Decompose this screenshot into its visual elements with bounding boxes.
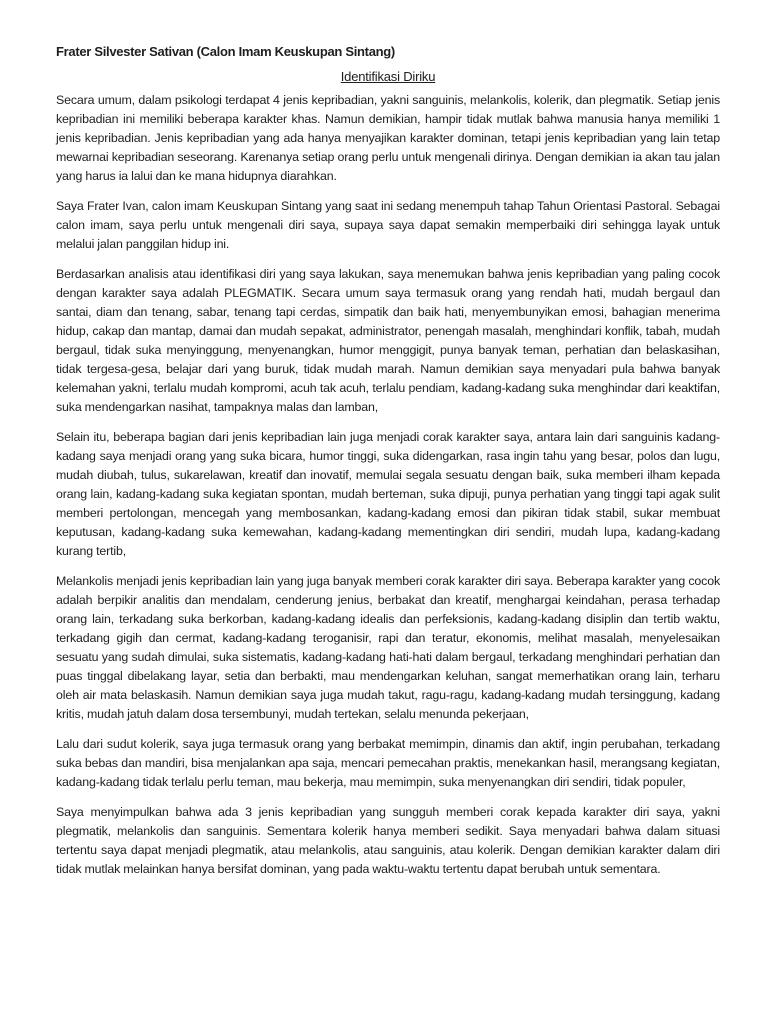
paragraph-melancholic: Melankolis menjadi jenis kepribadian lain yang juga banyak memberi corak karakter diri saya. Beberapa karakter yang cocok adalah berpikir analitis dan mendalam, cenderung jenius, berbakat dan kreatif, menghargai keindahan, perasa terhadap orang lain, terkadang suka berkorban, kadang-kadang idealis dan perfeksionis, kadang-kadang disiplin dan tertib waktu, terkadang gigih dan cermat, kadang-kadang teroganisir, rapi dan teratur, ekonomis, melihat masalah, menyelesaikan sesuatu yang sudah dimulai, suka sistematis, kadang-kadang hati-hati dalam bergaul, terkadang menghindari perhatian dan puas tinggal dibelakang layar, setia dan berbakti, mau mendengarkan keluhan, sangat memerhatikan orang lain, terharu oleh air mata belaskasih. Namun demikian saya juga mudah takut, ragu-ragu, kadang-kadang mudah tersinggung, kadang kritis, mudah jatuh dalam dosa tersembunyi, mudah tertekan, selalu menunda pekerjaan, bbox=[56, 574, 720, 721]
paragraph-choleric: Lalu dari sudut kolerik, saya juga termasuk orang yang berbakat memimpin, dinamis dan aktif, ingin perubahan, terkadang suka bebas dan mandiri, bisa menjalankan apa saja, mencari pemecahan praktis, menekankan hasil, merangsang kegiatan, kadang-kadang tidak terlalu perlu teman, mau bekerja, mau memimpin, suka menyenangkan diri sendiri, tidak populer, bbox=[56, 737, 720, 789]
document-title: Identifikasi Diriku bbox=[340, 69, 436, 84]
paragraph-sanguine: Selain itu, beberapa bagian dari jenis kepribadian lain juga menjadi corak karakter saya, antara lain dari sanguinis kadang-kadang saya menjadi orang yang suka bicara, humor tinggi, suka didengarkan, rasa ingin tahu yang besar, polos dan lugu, mudah diubah, tulus, sukarelawan, kreatif dan inovatif, memulai segala sesuatu dengan baik, suka memberi ilham kepada orang lain, kadang-kadang suka kegiatan spontan, mudah berteman, suka dipuji, punya perhatian yang tinggi tapi agak sulit memberi pertolongan, mencegah yang membosankan, kadang-kadang emosi dan pikiran tidak stabil, sukar membuat keputusan, kadang-kadang suka kemewahan, kadang-kadang mementingkan diri sendiri, mudah lupa, kadang-kadang kurang tertib, bbox=[56, 430, 720, 558]
paragraph-self-introduction: Saya Frater Ivan, calon imam Keuskupan Sintang yang saat ini sedang menempuh tahap Tahun Orientasi Pastoral. Sebagai calon imam, saya perlu untuk mengenali diri saya, supaya saya dapat semakin memperbaiki diri sehingga layak untuk melalui jalan panggilan hidup ini. bbox=[56, 199, 720, 251]
paragraph-conclusion: Saya menyimpulkan bahwa ada 3 jenis kepribadian yang sungguh memberi corak kepada karakter diri saya, yakni plegmatik, melankolis dan sanguinis. Sementara kolerik hanya memberi sedikit. Saya menyadari bahwa dalam situasi tertentu saya dapat menjadi plegmatik, atau melankolis, atau sanguinis, atau kolerik. Dengan demikian karakter dalam diri tidak mutlak melainkan hanya bersifat dominan, yang pada waktu-waktu tertentu dapat berubah untuk sementara. bbox=[56, 805, 720, 876]
author-header: Frater Silvester Sativan (Calon Imam Keuskupan Sintang) bbox=[56, 44, 395, 59]
paragraph-phlegmatic: Berdasarkan analisis atau identifikasi diri yang saya lakukan, saya menemukan bahwa jenis kepribadian yang paling cocok dengan karakter saya adalah PLEGMATIK. Secara umum saya termasuk orang yang rendah hati, mudah bergaul dan santai, diam dan tenang, sabar, tenang tapi cerdas, simpatik dan baik hati, menyembunyikan emosi, bahagian menerima hidup, cakap dan mantap, damai dan mudah sepakat, administrator, penengah masalah, menghindari konflik, tabah, mudah bergaul, tidak suka menyinggung, menyenangkan, humor menggigit, punya banyak teman, perhatian dan belaskasihan, tidak tergesa-gesa, belajar dari yang buruk, tidak mudah marah. Namun demikian saya menyadari pula bahwa banyak kelemahan yakni, terlalu mudah kompromi, acuh tak acuh, terlalu pendiam, kadang-kadang suka menghindar dari keaktifan, suka mendengarkan nasihat, tampaknya malas dan lamban, bbox=[56, 267, 720, 414]
paragraph-intro: Secara umum, dalam psikologi terdapat 4 jenis kepribadian, yakni sanguinis, melankolis, kolerik, dan plegmatik. Setiap jenis kepribadian ini memiliki beberapa karakter khas. Namun demikian, hampir tidak mutlak bahwa manusia hanya memiliki 1 jenis kepribadian. Jenis kepribadian yang ada hanya menyajikan karakter dominan, tetapi jenis kepribadian yang lain tetap mewarnai kepribadian seseorang. Karenanya setiap orang perlu untuk mengenali dirinya. Dengan demikian ia akan tau jalan yang harus ia lalui dan ke mana hidupnya diarahkan. bbox=[56, 93, 720, 183]
